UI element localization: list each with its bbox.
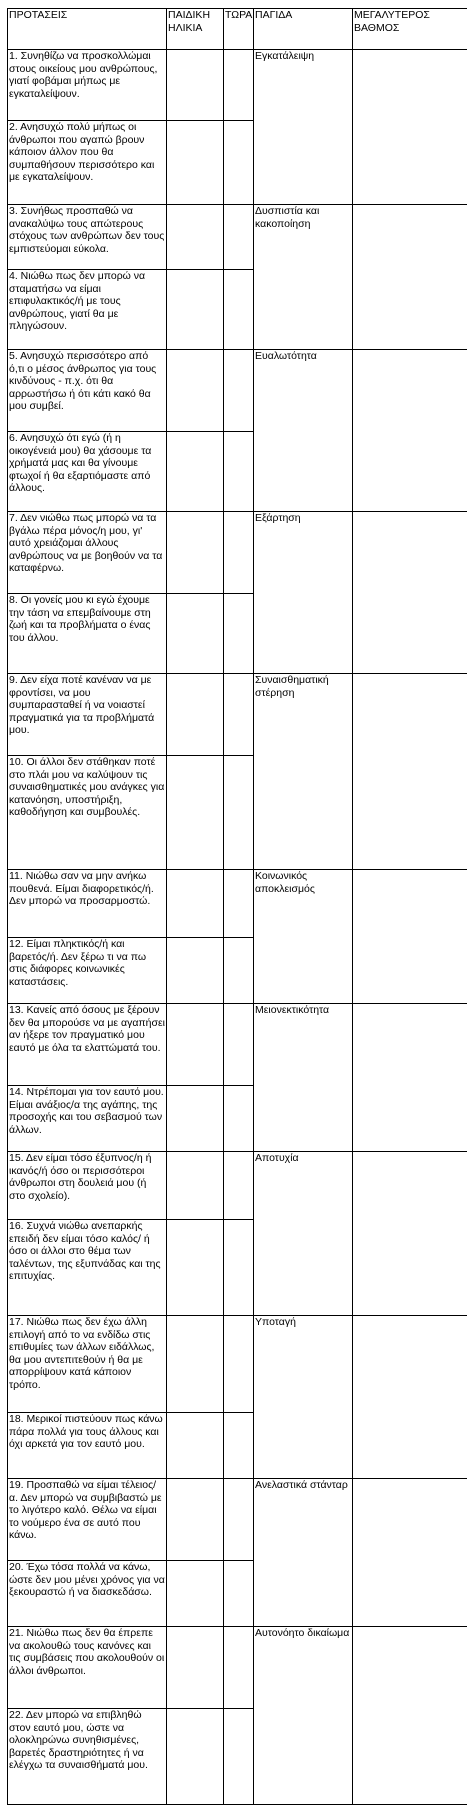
now-score-cell[interactable] [224,512,254,594]
now-score-cell[interactable] [224,205,254,270]
statement-cell: 17. Νιώθω πως δεν έχω άλλη επιλογή από το να ενδίδω στις επιθυμίες των άλλων ειδάλλως, θα μου αντεπιτεθούν ή θα με απορρίψουν κατά κάποιον τρόπο. [8,1316,167,1413]
header-childhood: ΠΑΙΔΙΚΗ ΗΛΙΚΙΑ [167,9,224,50]
table-row [8,205,467,270]
now-score-cell[interactable] [224,1479,254,1561]
statement-cell: 16. Συχνά νιώθω ανεπαρκής επειδή δεν είμαι τόσο καλός/ ή όσο οι άλλοι στο θέμα των ταλέντων, της εξυπνάδας και της επιτυχίας. [8,1220,167,1316]
childhood-score-cell[interactable] [167,1627,224,1709]
max-degree-cell[interactable] [353,350,467,512]
max-degree-cell[interactable] [353,205,467,350]
childhood-score-cell[interactable] [167,121,224,205]
header-trap: ΠΑΓΙΔΑ [254,9,353,50]
childhood-score-cell[interactable] [167,1004,224,1086]
table-row [8,512,467,594]
max-degree-cell[interactable] [353,870,467,1004]
statement-cell: 20. Έχω τόσα πολλά να κάνω, ώστε δεν μου μένει χρόνος για να ξεκουραστώ ή να διασκεδάσω. [8,1561,167,1627]
trap-cell: Δυσπιστία και κακοποίηση [254,205,353,350]
max-degree-cell[interactable] [353,674,467,870]
header-row [8,9,467,50]
trap-cell: Αποτυχία [254,1152,353,1316]
childhood-score-cell[interactable] [167,870,224,938]
statement-cell: 8. Οι γονείς μου κι εγώ έχουμε την τάση να επεμβαίνουμε στη ζωή και τα προβλήματα ο ένας του άλλου. [8,594,167,674]
childhood-score-cell[interactable] [167,512,224,594]
childhood-score-cell[interactable] [167,270,224,350]
table-row [8,1627,467,1709]
trap-cell: Υποταγή [254,1316,353,1479]
table-row [8,1479,467,1561]
trap-cell: Συναισθηματική στέρηση [254,674,353,870]
childhood-score-cell[interactable] [167,1413,224,1479]
max-degree-cell[interactable] [353,1627,467,1805]
trap-cell: Κοινωνικός αποκλεισμός [254,870,353,1004]
statement-cell: 1. Συνηθίζω να προσκολλώμαι στους οικείους μου ανθρώπους, γιατί φοβάμαι μήπως με εγκαταλείψουν. [8,50,167,121]
statement-cell: 21. Νιώθω πως δεν θα έπρεπε να ακολουθώ τους κανόνες και τις συμβάσεις που ακολουθούν οι άλλοι άνθρωποι. [8,1627,167,1709]
now-score-cell[interactable] [224,121,254,205]
now-score-cell[interactable] [224,756,254,870]
max-degree-cell[interactable] [353,1479,467,1627]
now-score-cell[interactable] [224,1413,254,1479]
statement-cell: 18. Μερικοί πιστεύουν πως κάνω πάρα πολλά για τους άλλους και όχι αρκετά για τον εαυτό μου. [8,1413,167,1479]
header-now: ΤΩΡΑ [224,9,254,50]
statement-cell: 10. Οι άλλοι δεν στάθηκαν ποτέ στο πλάι μου να καλύψουν τις συναισθηματικές μου ανάγκες για κατανόηση, υποστήριξη, καθοδήγηση και συμβουλές. [8,756,167,870]
max-degree-cell[interactable] [353,1004,467,1152]
header-max-degree: ΜΕΓΑΛΥΤΕΡΟΣ ΒΑΘΜΟΣ [353,9,467,50]
statement-cell: 12. Είμαι πληκτικός/ή και βαρετός/ή. Δεν ξέρω τι να πω στις διάφορες κοινωνικές καταστάσεις. [8,938,167,1004]
childhood-score-cell[interactable] [167,594,224,674]
statement-cell: 4. Νιώθω πως δεν μπορώ να σταματήσω να είμαι επιφυλακτικός/ή με τους ανθρώπους, γιατί θα με πληγώσουν. [8,270,167,350]
now-score-cell[interactable] [224,1316,254,1413]
max-degree-cell[interactable] [353,512,467,674]
statement-cell: 7. Δεν νιώθω πως μπορώ να τα βγάλω πέρα μόνος/η μου, γι' αυτό χρειάζομαι άλλους ανθρώπους να με βοηθούν να τα καταφέρνω. [8,512,167,594]
trap-cell: Ανελαστικά στάνταρ [254,1479,353,1627]
max-degree-cell[interactable] [353,50,467,205]
childhood-score-cell[interactable] [167,1709,224,1805]
statement-cell: 5. Ανησυχώ περισσότερο από ό,τι ο μέσος άνθρωπος για τους κινδύνους - π.χ. ότι θα αρρωστήσω ή ότι κάτι κακό θα μου συμβεί. [8,350,167,432]
now-score-cell[interactable] [224,1086,254,1152]
table-row [8,870,467,938]
now-score-cell[interactable] [224,50,254,121]
trap-cell: Εγκατάλειψη [254,50,353,205]
table-row [8,50,467,121]
childhood-score-cell[interactable] [167,1316,224,1413]
header-statements: ΠΡΟΤΑΣΕΙΣ [8,9,167,50]
childhood-score-cell[interactable] [167,938,224,1004]
traps-questionnaire-table [7,8,467,1805]
max-degree-cell[interactable] [353,1152,467,1316]
max-degree-cell[interactable] [353,1316,467,1479]
now-score-cell[interactable] [224,432,254,512]
statement-cell: 2. Ανησυχώ πολύ μήπως οι άνθρωποι που αγαπώ βρουν κάποιον άλλον που θα συμπαθήσουν περισσότερο και με εγκαταλείψουν. [8,121,167,205]
now-score-cell[interactable] [224,1561,254,1627]
statement-cell: 13. Κανείς από όσους με ξέρουν δεν θα μπορούσε να με αγαπήσει αν ήξερε τον πραγματικό μου εαυτό με όλα τα ελαττώματά του. [8,1004,167,1086]
table-row [8,350,467,432]
now-score-cell[interactable] [224,674,254,756]
now-score-cell[interactable] [224,1220,254,1316]
now-score-cell[interactable] [224,350,254,432]
statement-cell: 9. Δεν είχα ποτέ κανέναν να με φροντίσει, να μου συμπαρασταθεί ή να νοιαστεί πραγματικά για τα προβλήματά μου. [8,674,167,756]
now-score-cell[interactable] [224,1709,254,1805]
now-score-cell[interactable] [224,938,254,1004]
trap-cell: Εξάρτηση [254,512,353,674]
childhood-score-cell[interactable] [167,1152,224,1220]
statement-cell: 14. Ντρέπομαι για τον εαυτό μου. Είμαι ανάξιος/α της αγάπης, της προσοχής και του σεβασμού των άλλων. [8,1086,167,1152]
now-score-cell[interactable] [224,1627,254,1709]
childhood-score-cell[interactable] [167,350,224,432]
now-score-cell[interactable] [224,1152,254,1220]
now-score-cell[interactable] [224,1004,254,1086]
childhood-score-cell[interactable] [167,1086,224,1152]
statement-cell: 6. Ανησυχώ ότι εγώ (ή η οικογένειά μου) θα χάσουμε τα χρήματά μας και θα γίνουμε φτωχοί ή θα εξαρτιόμαστε από άλλους. [8,432,167,512]
childhood-score-cell[interactable] [167,674,224,756]
trap-cell: Αυτονόητο δικαίωμα [254,1627,353,1805]
childhood-score-cell[interactable] [167,1479,224,1561]
table-row [8,1316,467,1413]
statement-cell: 3. Συνήθως προσπαθώ να ανακαλύψω τους απώτερους στόχους των ανθρώπων δεν τους εμπιστεύομαι εύκολα. [8,205,167,270]
table-row [8,1004,467,1086]
trap-cell: Ευαλωτότητα [254,350,353,512]
statement-cell: 15. Δεν είμαι τόσο έξυπνος/η ή ικανός/ή όσο οι περισσότεροι άνθρωποι στη δουλειά μου (ή στο σχολείο). [8,1152,167,1220]
table-row [8,674,467,756]
now-score-cell[interactable] [224,594,254,674]
now-score-cell[interactable] [224,270,254,350]
statement-cell: 22. Δεν μπορώ να επιβληθώ στον εαυτό μου, ώστε να ολοκληρώνω συνηθισμένες, βαρετές δραστηριότητες ή να ελέγχω τα συναισθήματά μου. [8,1709,167,1805]
childhood-score-cell[interactable] [167,1561,224,1627]
now-score-cell[interactable] [224,870,254,938]
childhood-score-cell[interactable] [167,50,224,121]
childhood-score-cell[interactable] [167,432,224,512]
statement-cell: 19. Προσπαθώ να είμαι τέλειος/α. Δεν μπορώ να συμβιβαστώ με το λιγότερο καλό. Θέλω να είμαι το νούμερο ένα σε αυτό που κάνω. [8,1479,167,1561]
childhood-score-cell[interactable] [167,205,224,270]
childhood-score-cell[interactable] [167,756,224,870]
statement-cell: 11. Νιώθω σαν να μην ανήκω πουθενά. Είμαι διαφορετικός/ή. Δεν μπορώ να προσαρμοστώ. [8,870,167,938]
trap-cell: Μειονεκτικότητα [254,1004,353,1152]
table-row [8,1152,467,1220]
childhood-score-cell[interactable] [167,1220,224,1316]
